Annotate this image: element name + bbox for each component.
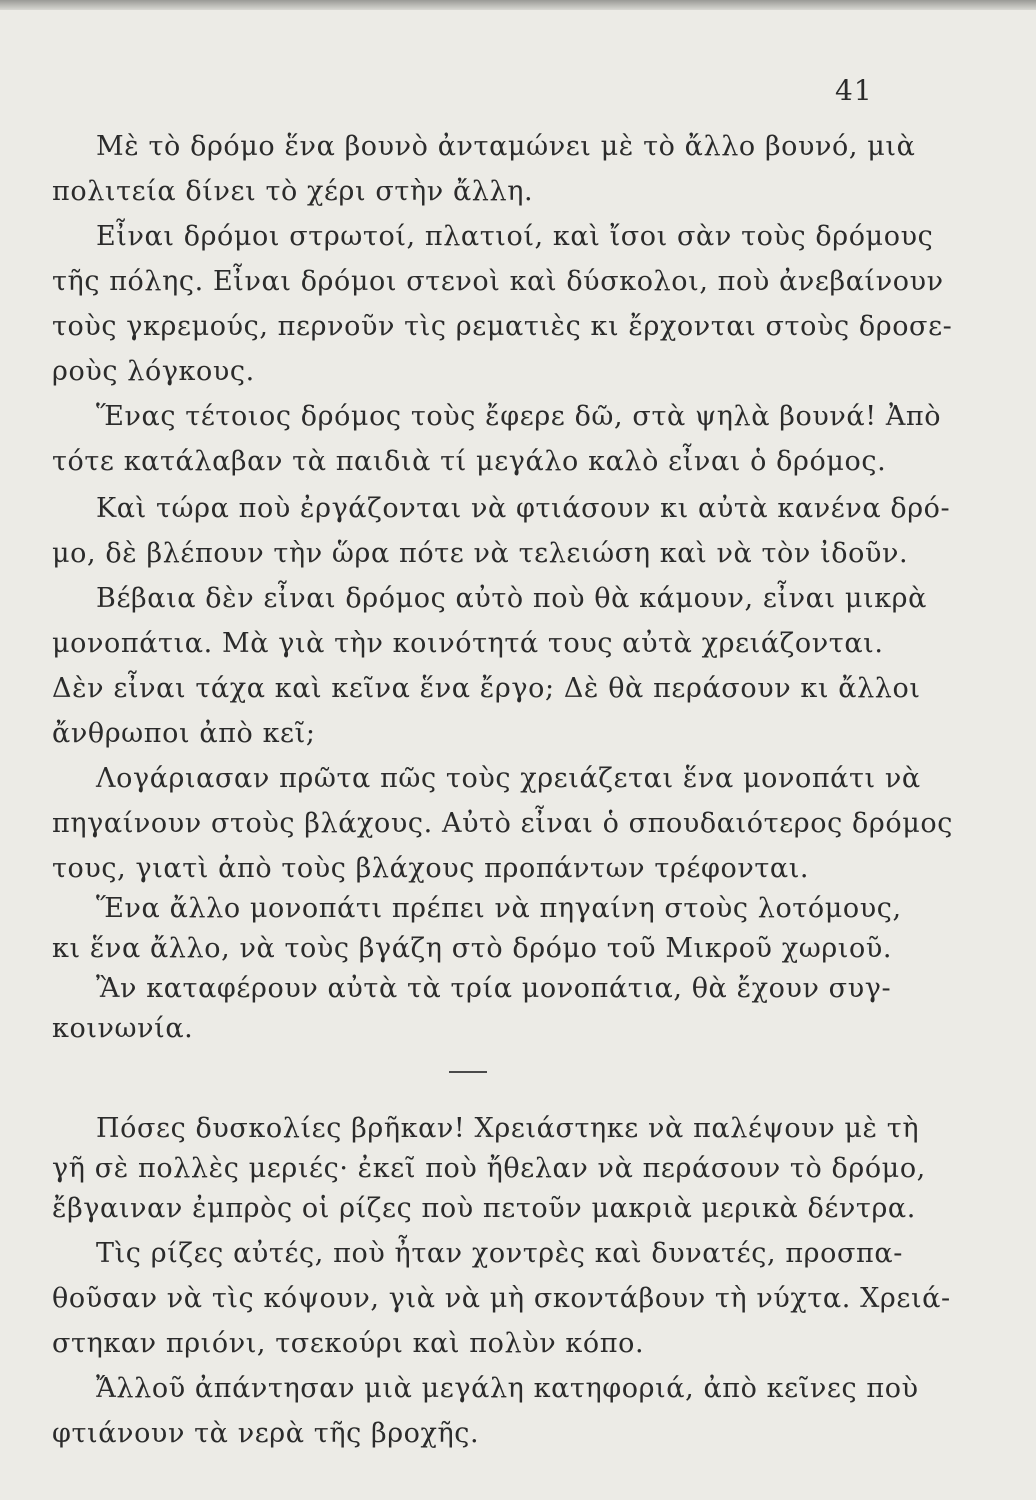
text-line: Ἂν καταφέρουν αὐτὰ τὰ τρία μονοπάτια, θὰ ἔχουν συγ- bbox=[96, 973, 892, 1004]
text-line: φτιάνουν τὰ νερὰ τῆς βροχῆς. bbox=[52, 1418, 480, 1449]
text-line: ἄνθρωποι ἀπὸ κεῖ; bbox=[52, 718, 316, 749]
text-line: στηκαν πριόνι, τσεκούρι καὶ πολὺν κόπο. bbox=[52, 1328, 645, 1359]
text-line: κι ἕνα ἄλλο, νὰ τοὺς βγάζη στὸ δρόμο τοῦ Μικροῦ χωριοῦ. bbox=[52, 933, 893, 964]
section-divider bbox=[449, 1071, 487, 1073]
text-line: γῆ σὲ πολλὲς μεριές· ἐκεῖ ποὺ ἤθελαν νὰ περάσουν τὸ δρόμο, bbox=[52, 1153, 926, 1184]
text-line: μονοπάτια. Μὰ γιὰ τὴν κοινότητά τους αὐτὰ χρειάζονται. bbox=[52, 628, 884, 659]
text-line: Μὲ τὸ δρόμο ἕνα βουνὸ ἀνταμώνει μὲ τὸ ἄλλο βουνό, μιὰ bbox=[96, 131, 916, 162]
text-line: Ἄλλοῦ ἀπάντησαν μιὰ μεγάλη κατηφοριά, ἀπὸ κεῖνες ποὺ bbox=[96, 1373, 919, 1404]
text-line: Εἶναι δρόμοι στρωτοί, πλατιοί, καὶ ἴσοι σὰν τοὺς δρόμους bbox=[96, 221, 934, 252]
text-line: τῆς πόλης. Εἶναι δρόμοι στενοὶ καὶ δύσκολοι, ποὺ ἀνεβαίνουν bbox=[52, 266, 944, 297]
text-line: κοινωνία. bbox=[52, 1013, 194, 1044]
text-line: τους, γιατὶ ἀπὸ τοὺς βλάχους προπάντων τρέφονται. bbox=[52, 853, 810, 884]
text-line: τοὺς γκρεμούς, περνοῦν τὶς ρεματιὲς κι ἔρχονται στοὺς δροσε- bbox=[52, 311, 953, 342]
text-line: Τὶς ρίζες αὐτές, ποὺ ἦταν χοντρὲς καὶ δυνατές, προσπα- bbox=[96, 1238, 903, 1269]
page-top-edge bbox=[0, 0, 1036, 10]
text-line: Πόσες δυσκολίες βρῆκαν! Χρειάστηκε νὰ παλέψουν μὲ τὴ bbox=[96, 1113, 920, 1144]
text-line: πηγαίνουν στοὺς βλάχους. Αὐτὸ εἶναι ὁ σπουδαιότερος δρόμος bbox=[52, 808, 953, 839]
text-line: Δὲν εἶναι τάχα καὶ κεῖνα ἕνα ἔργο; Δὲ θὰ περάσουν κι ἄλλοι bbox=[52, 673, 921, 704]
text-line: ἔβγαιναν ἐμπρὸς οἱ ρίζες ποὺ πετοῦν μακριὰ μερικὰ δέντρα. bbox=[52, 1193, 916, 1224]
page-number: 41 bbox=[835, 74, 873, 107]
text-line: πολιτεία δίνει τὸ χέρι στὴν ἄλλη. bbox=[52, 176, 534, 207]
text-line: ροὺς λόγκους. bbox=[52, 356, 255, 387]
text-line: Λογάριασαν πρῶτα πῶς τοὺς χρειάζεται ἕνα μονοπάτι νὰ bbox=[96, 763, 921, 794]
text-line: θοῦσαν νὰ τὶς κόψουν, γιὰ νὰ μὴ σκοντάβουν τὴ νύχτα. Χρειά- bbox=[52, 1283, 951, 1314]
text-line: Ἕνα ἄλλο μονοπάτι πρέπει νὰ πηγαίνη στοὺς λοτόμους, bbox=[96, 893, 902, 924]
text-line: Βέβαια δὲν εἶναι δρόμος αὐτὸ ποὺ θὰ κάμουν, εἶναι μικρὰ bbox=[96, 583, 927, 614]
text-line: τότε κατάλαβαν τὰ παιδιὰ τί μεγάλο καλὸ εἶναι ὁ δρόμος. bbox=[52, 446, 887, 477]
text-line: Καὶ τώρα ποὺ ἐργάζονται νὰ φτιάσουν κι αὐτὰ κανένα δρό- bbox=[96, 493, 951, 524]
text-line: μο, δὲ βλέπουν τὴν ὥρα πότε νὰ τελειώση καὶ νὰ τὸν ἰδοῦν. bbox=[52, 538, 909, 569]
text-line: Ἕνας τέτοιος δρόμος τοὺς ἔφερε δῶ, στὰ ψηλὰ βουνά! Ἀπὸ bbox=[96, 401, 942, 432]
